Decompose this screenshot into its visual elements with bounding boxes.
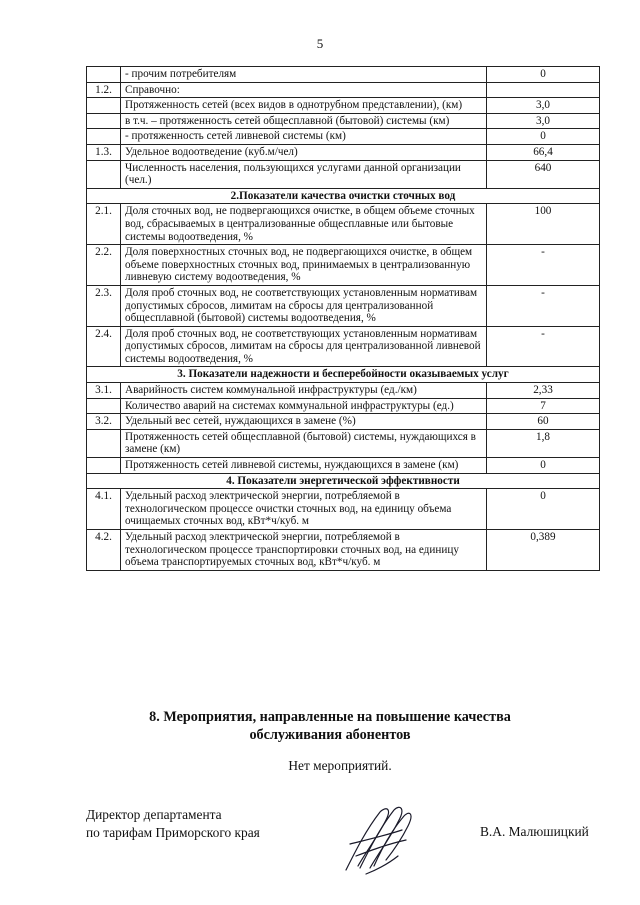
row-value: 1,8 xyxy=(487,429,600,457)
row-label: Удельное водоотведение (куб.м/чел) xyxy=(121,144,487,160)
row-value: 0 xyxy=(487,489,600,530)
row-value: 0 xyxy=(487,458,600,474)
signer-name: В.А. Малюшицкий xyxy=(480,824,589,839)
row-number: 3.2. xyxy=(87,414,121,430)
table-row xyxy=(87,245,600,286)
indicators-table xyxy=(86,66,600,571)
table-row xyxy=(87,429,600,457)
row-label: Удельный расход электрической энергии, потребляемой в технологическом процессе транспортировки сточных вод, на единицу объема транспортируемых сточных вод, кВт*ч/куб. м xyxy=(121,530,487,571)
row-value: 7 xyxy=(487,398,600,414)
heading-line-1: 8. Мероприятия, направленные на повышение качества xyxy=(149,709,511,725)
section-row xyxy=(87,188,600,204)
table-row xyxy=(87,129,600,145)
row-label: Доля поверхностных сточных вод, не подвергающихся очистке, в общем объеме поверхностных сточных вод, принимаемых в централизованную ливневую систему водоотведения, % xyxy=(121,245,487,286)
row-label: Доля сточных вод, не подвергающихся очистке, в общем объеме сточных вод, сбрасываемых в централизованные общесплавные или бытовые системы водоотведения, % xyxy=(121,204,487,245)
table-row xyxy=(87,67,600,83)
row-number xyxy=(87,113,121,129)
row-number: 1.2. xyxy=(87,82,121,98)
row-number xyxy=(87,160,121,188)
row-value: 3,0 xyxy=(487,113,600,129)
heading-line-2: обслуживания абонентов xyxy=(249,727,411,743)
section-title: 3. Показатели надежности и бесперебойности оказываемых услуг xyxy=(87,367,600,383)
row-label: Доля проб сточных вод, не соответствующих установленным нормативам допустимых сбросов, лимитам на сбросы для централизованной общесплавной (бытовой) системы водоотведения, % xyxy=(121,285,487,326)
row-label: Справочно: xyxy=(121,82,487,98)
row-number: 2.2. xyxy=(87,245,121,286)
row-number: 2.4. xyxy=(87,326,121,367)
table-row xyxy=(87,285,600,326)
handwritten-signature xyxy=(336,800,420,878)
row-number xyxy=(87,98,121,114)
row-value: 2,33 xyxy=(487,383,600,399)
table-row xyxy=(87,383,600,399)
page-number: 5 xyxy=(316,36,324,51)
table-row xyxy=(87,144,600,160)
table-row xyxy=(87,530,600,571)
row-number: 4.1. xyxy=(87,489,121,530)
row-label: в т.ч. – протяженность сетей общесплавной (бытовой) системы (км) xyxy=(121,113,487,129)
row-label: Протяженность сетей (всех видов в однотрубном представлении), (км) xyxy=(121,98,487,114)
table-row xyxy=(87,160,600,188)
row-label: - протяженность сетей ливневой системы (км) xyxy=(121,129,487,145)
table-row xyxy=(87,326,600,367)
table-row xyxy=(87,414,600,430)
row-number xyxy=(87,129,121,145)
section-heading xyxy=(60,708,600,744)
row-label: Удельный расход электрической энергии, потребляемой в технологическом процессе очистки сточных вод, на единицу объема очищаемых сточных вод, кВт*ч/куб. м xyxy=(121,489,487,530)
table-row xyxy=(87,204,600,245)
row-value: 0 xyxy=(487,129,600,145)
row-number: 1.3. xyxy=(87,144,121,160)
signer-title-line-1: Директор департамента xyxy=(86,807,222,822)
row-label: Доля проб сточных вод, не соответствующих установленным нормативам допустимых сбросов, лимитам на сбросы для централизованной ливневой системы водоотведения, % xyxy=(121,326,487,367)
row-value: 66,4 xyxy=(487,144,600,160)
table-row xyxy=(87,98,600,114)
table-row xyxy=(87,398,600,414)
signer-title-line-2: по тарифам Приморского края xyxy=(86,825,260,840)
table-row xyxy=(87,113,600,129)
row-value: - xyxy=(487,285,600,326)
row-value: 0 xyxy=(487,67,600,83)
section-title: 4. Показатели энергетической эффективности xyxy=(87,473,600,489)
table-row xyxy=(87,458,600,474)
row-value xyxy=(487,82,600,98)
row-number xyxy=(87,429,121,457)
row-number xyxy=(87,67,121,83)
row-value: - xyxy=(487,245,600,286)
row-number: 2.1. xyxy=(87,204,121,245)
row-label: Удельный вес сетей, нуждающихся в замене (%) xyxy=(121,414,487,430)
section-row xyxy=(87,367,600,383)
row-label: Протяженность сетей ливневой системы, нуждающихся в замене (км) xyxy=(121,458,487,474)
row-label: Протяженность сетей общесплавной (бытовой) системы, нуждающихся в замене (км) xyxy=(121,429,487,457)
section-row xyxy=(87,473,600,489)
table-row xyxy=(87,489,600,530)
row-number xyxy=(87,398,121,414)
row-number: 4.2. xyxy=(87,530,121,571)
row-number xyxy=(87,458,121,474)
no-measures-text: Нет мероприятий. xyxy=(288,758,392,773)
signer-title xyxy=(86,806,260,842)
row-number: 2.3. xyxy=(87,285,121,326)
row-value: - xyxy=(487,326,600,367)
row-label: - прочим потребителям xyxy=(121,67,487,83)
row-value: 640 xyxy=(487,160,600,188)
row-value: 100 xyxy=(487,204,600,245)
row-label: Численность населения, пользующихся услугами данной организации (чел.) xyxy=(121,160,487,188)
row-label: Аварийность систем коммунальной инфраструктуры (ед./км) xyxy=(121,383,487,399)
row-value: 0,389 xyxy=(487,530,600,571)
table-row xyxy=(87,82,600,98)
section-title: 2.Показатели качества очистки сточных вод xyxy=(87,188,600,204)
row-value: 3,0 xyxy=(487,98,600,114)
row-label: Количество аварий на системах коммунальной инфраструктуры (ед.) xyxy=(121,398,487,414)
row-value: 60 xyxy=(487,414,600,430)
row-number: 3.1. xyxy=(87,383,121,399)
